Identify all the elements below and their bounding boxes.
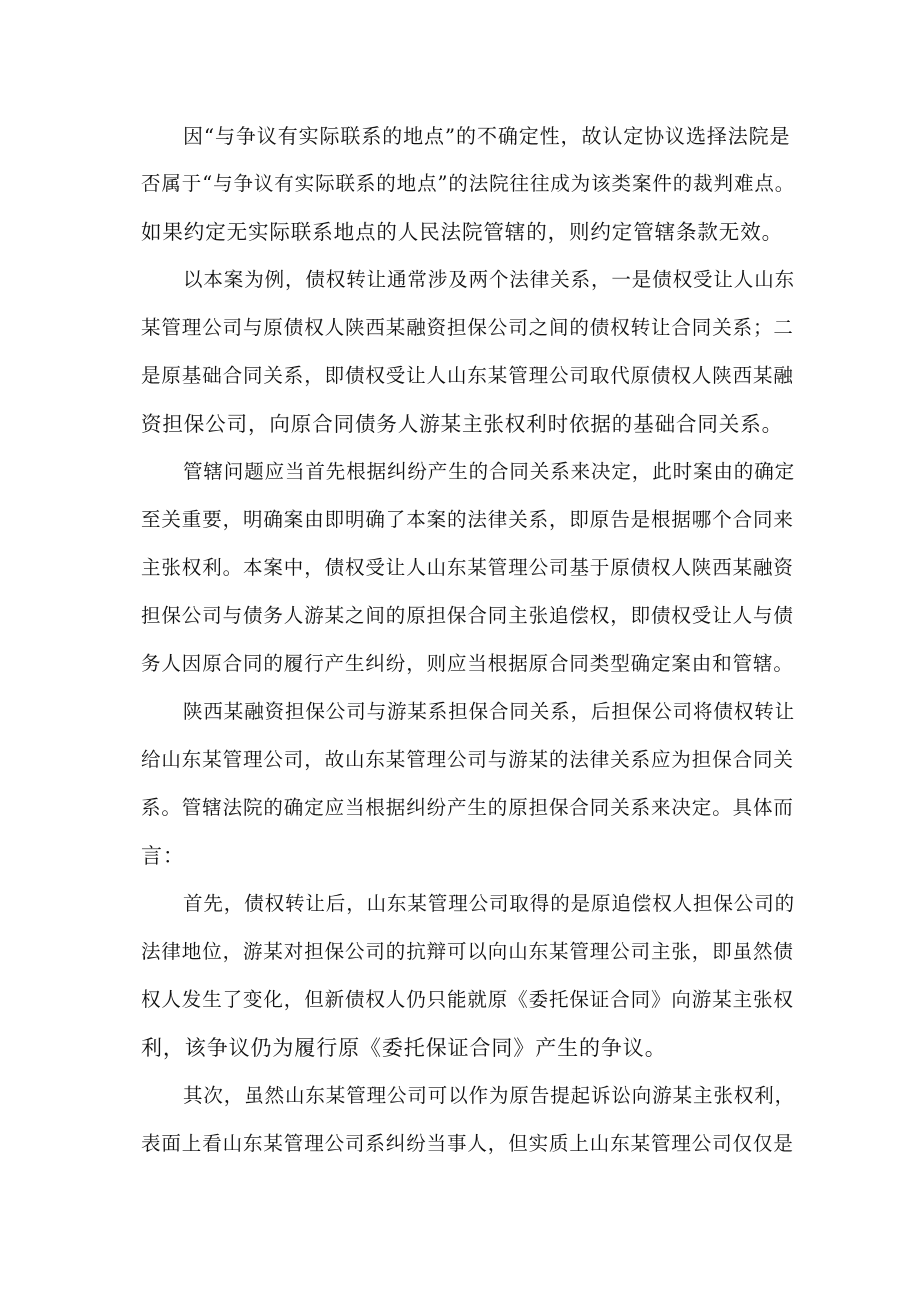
text-line: 陕西某融资担保公司与游某系担保合同关系，后担保公司将债权转让: [183, 700, 796, 723]
text-line: 以本案为例，债权转让通常涉及两个法律关系，一是债权受让人山东: [183, 268, 796, 291]
text-line: 表面上看山东某管理公司系纠纷当事人，但实质上山东某管理公司仅仅是: [141, 1132, 794, 1155]
text-line: 法律地位，游某对担保公司的抗辩可以向山东某管理公司主张，即虽然债: [141, 940, 794, 963]
text-line: 某管理公司与原债权人陕西某融资担保公司之间的债权转让合同关系；二: [141, 316, 794, 339]
text-line: 资担保公司，向原合同债务人游某主张权利时依据的基础合同关系。: [141, 412, 783, 436]
text-line: 利，该争议仍为履行原《委托保证合同》产生的争议。: [141, 1036, 667, 1060]
text-line: 是原基础合同关系，即债权受让人山东某管理公司取代原债权人陕西某融: [141, 364, 794, 387]
text-line: 至关重要，明确案由即明确了本案的法律关系，即原告是根据哪个合同来: [141, 508, 794, 531]
text-line: 管辖问题应当首先根据纠纷产生的合同关系来决定，此时案由的确定: [183, 460, 796, 483]
text-line: 主张权利。本案中，债权受让人山东某管理公司基于原债权人陕西某融资: [141, 556, 794, 579]
text-line: 其次，虽然山东某管理公司可以作为原告提起诉讼向游某主张权利，: [183, 1084, 796, 1107]
document-body: [141, 112, 795, 1168]
text-line: 言：: [141, 844, 185, 868]
text-line: 否属于“与争议有实际联系的地点”的法院往往成为该类案件的裁判难点。: [141, 172, 796, 195]
text-line: 担保公司与债务人游某之间的原担保合同主张追偿权，即债权受让人与债: [141, 604, 794, 627]
text-line: 首先，债权转让后，山东某管理公司取得的是原追偿权人担保公司的: [183, 892, 796, 915]
text-line: 如果约定无实际联系地点的人民法院管辖的，则约定管辖条款无效。: [141, 220, 783, 244]
text-line: 系。管辖法院的确定应当根据纠纷产生的原担保合同关系来决定。具体而: [141, 796, 794, 819]
text-line: 权人发生了变化，但新债权人仍只能就原《委托保证合同》向游某主张权: [141, 988, 794, 1011]
text-line: 给山东某管理公司，故山东某管理公司与游某的法律关系应为担保合同关: [141, 748, 794, 771]
text-line: 务人因原合同的履行产生纠纷，则应当根据原合同类型确定案由和管辖。: [141, 652, 794, 675]
text-line: 因“与争议有实际联系的地点”的不确定性，故认定协议选择法院是: [183, 124, 791, 148]
